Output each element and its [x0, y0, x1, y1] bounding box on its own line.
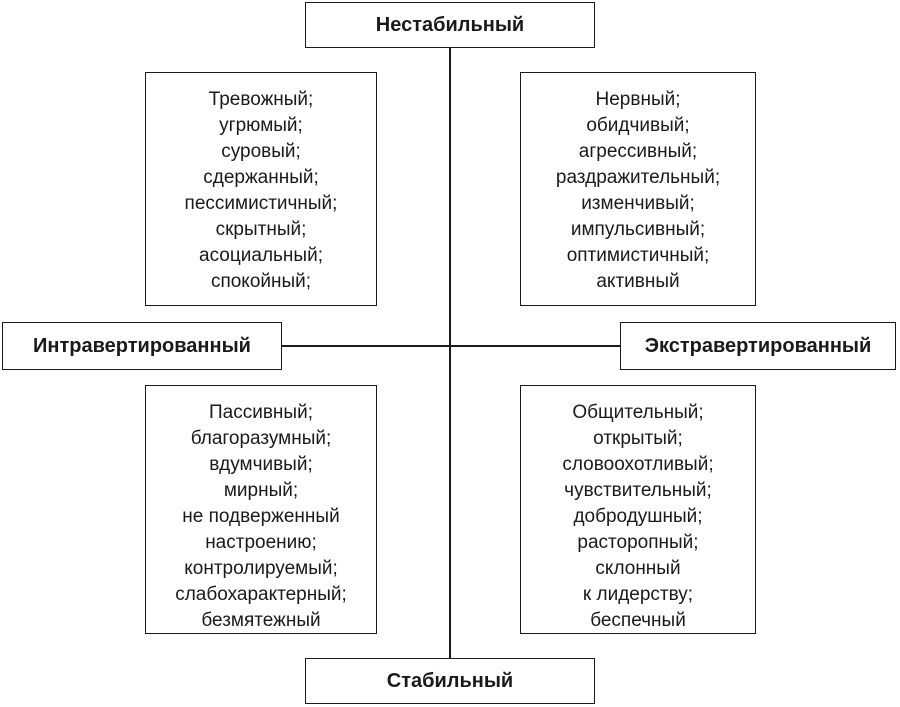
trait-item: настроению; — [205, 532, 317, 553]
trait-item: Общительный; — [572, 402, 704, 423]
trait-item: асоциальный; — [199, 245, 323, 266]
trait-item: скрытный; — [215, 219, 307, 240]
vertical-axis-line — [449, 48, 451, 658]
quadrant-top-left — [145, 72, 377, 306]
trait-item: раздражительный; — [555, 167, 721, 188]
quadrant-top-right — [520, 72, 756, 306]
trait-item: словоохотливый; — [562, 454, 714, 475]
trait-item: благоразумный; — [190, 428, 332, 449]
horizontal-axis-line — [282, 345, 620, 347]
trait-item: оптимистичный; — [566, 245, 710, 266]
trait-item: слабохарактерный; — [175, 584, 347, 605]
axis-right-label: Экстравертированный — [644, 334, 872, 357]
trait-item: вдумчивый; — [209, 454, 313, 475]
trait-item: импульсивный; — [570, 219, 706, 240]
trait-item: не подверженный — [182, 506, 340, 527]
trait-item: суровый; — [221, 141, 301, 162]
axis-top-label: Нестабильный — [375, 13, 525, 36]
trait-item: склонный — [595, 558, 681, 579]
trait-item: добродушный; — [573, 506, 703, 527]
trait-item: к лидерству; — [582, 584, 694, 605]
trait-item: обидчивый; — [586, 115, 690, 136]
trait-item: мирный; — [223, 480, 299, 501]
trait-item: угрюмый; — [219, 115, 303, 136]
quadrant-bottom-right — [520, 385, 756, 634]
trait-item: расторопный; — [577, 532, 699, 553]
trait-item: Нервный; — [595, 89, 681, 110]
trait-item: контролируемый; — [184, 558, 338, 579]
trait-item: активный — [596, 271, 680, 292]
axis-bottom-box — [305, 658, 595, 704]
trait-item: беспечный — [590, 610, 686, 631]
trait-item: агрессивный; — [578, 141, 698, 162]
trait-item: чувствительный; — [564, 480, 712, 501]
axis-left-box — [2, 322, 282, 370]
axis-left-label: Интравертированный — [33, 334, 251, 357]
axis-top-box — [305, 2, 595, 48]
quadrant-bottom-left — [145, 385, 377, 634]
trait-item: спокойный; — [210, 271, 312, 292]
trait-item: открытый; — [593, 428, 683, 449]
axis-right-box — [620, 322, 896, 370]
trait-item: сдержанный; — [203, 167, 319, 188]
trait-item: Тревожный; — [208, 89, 314, 110]
trait-item: пессимистичный; — [184, 193, 338, 214]
trait-item: Пассивный; — [209, 402, 313, 423]
trait-item: безмятежный — [201, 610, 321, 631]
axis-bottom-label: Стабильный — [386, 669, 514, 692]
trait-item: изменчивый; — [581, 193, 695, 214]
